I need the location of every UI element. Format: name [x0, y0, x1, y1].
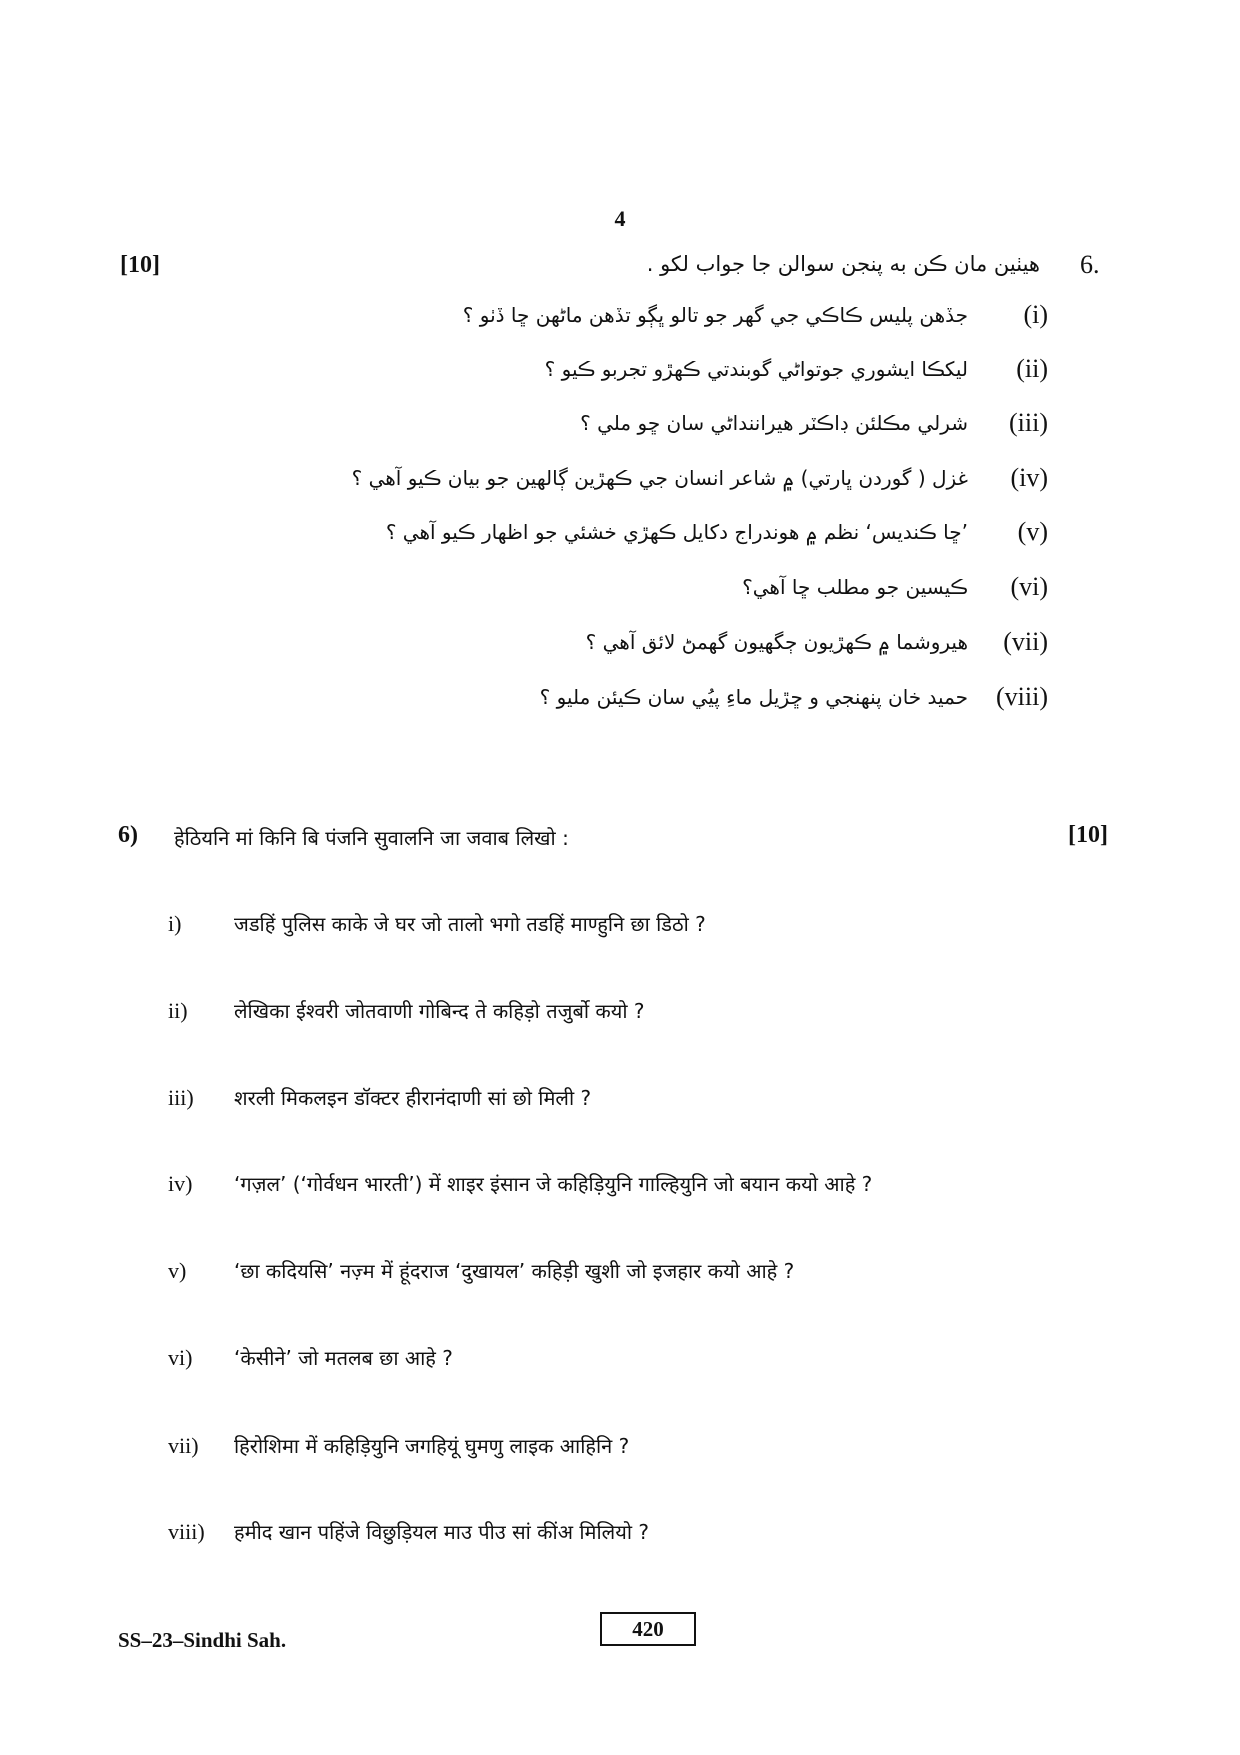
hindi-marks: [10]: [1068, 822, 1108, 848]
hindi-question: [168, 997, 645, 1024]
hindi-question-text: शरली मिकलइन डॉक्टर हीरानंदाणी सां छो मिली ?: [234, 1086, 592, 1110]
hindi-question-number: vi): [168, 1345, 193, 1370]
hindi-question-number: iv): [168, 1171, 193, 1196]
sindhi-question-text: شرلي مڪلئن ڊاڪٽر هيراننداڻي سان ڇو ملي ؟: [580, 411, 968, 435]
sindhi-question-number: (iii): [1009, 408, 1048, 437]
hindi-question-text: हमीद खान पहिंजे विछुड़ियल माउ पीउ सां कींअ मिलियो ?: [234, 1520, 649, 1544]
hindi-question-number: v): [168, 1258, 187, 1283]
hindi-question-number: ii): [168, 998, 188, 1023]
sindhi-question: [352, 456, 1048, 500]
sindhi-question: [586, 620, 1048, 664]
hindi-question-text: जडहिं पुलिस काके जे घर जो तालो भगो तडहिं माण्हुनि छा डिठो ?: [234, 912, 706, 936]
hindi-question-text: लेखिका ईश्वरी जोतवाणी गोबिन्द ते कहिड़ो तजुर्बो कयो ?: [234, 999, 645, 1023]
hindi-question: [168, 1344, 453, 1371]
page-code-box: 420: [600, 1612, 696, 1646]
hindi-question: [168, 1084, 591, 1111]
page-number: 4: [614, 206, 626, 231]
hindi-question-number: iii): [168, 1085, 194, 1110]
sindhi-question-number: (vii): [1003, 627, 1048, 656]
sindhi-question-number: 6.: [1080, 250, 1100, 279]
sindhi-question-number: (ii): [1016, 354, 1048, 383]
sindhi-marks: [10]: [120, 252, 160, 278]
sindhi-question-text: ليکڪا ايشوري جوتواڻي گوبندتي ڪهڙو تجربو ڪيو ؟: [544, 357, 968, 381]
sindhi-question-number: (viii): [996, 682, 1048, 711]
hindi-question-text: ‘छा कदियसि’ नज़्म में हूंदराज ‘दुखायल’ कहिड़ी खुशी जो इजहार कयो आहे ?: [234, 1259, 795, 1283]
hindi-instruction: हेठियनि मां किनि बि पंजनि सुवालनि जा जवाब लिखो :: [174, 826, 569, 850]
sindhi-question: [580, 401, 1048, 445]
sindhi-question-text: هيروشما ۾ ڪهڙيون ڄگهيون گهمڻ لائق آهي ؟: [585, 630, 968, 654]
hindi-question: [168, 910, 706, 937]
sindhi-question-text: حميد خان پنهنجي و ڇڙيل ماءِ پيُي سان ڪيئن مليو ؟: [539, 685, 968, 709]
sindhi-question-text: جڏهن پليس ڪاڪي جي گهر جو تالو ڀڳو تڏهن ماڻهن ڇا ڏٺو ؟: [462, 303, 968, 327]
hindi-question: [168, 1170, 872, 1197]
sindhi-question: [463, 293, 1048, 337]
hindi-question-number: i): [168, 911, 182, 936]
hindi-question-text: हिरोशिमा में कहिड़ियुनि जगहियूं घुमणु लाइक आहिनि ?: [234, 1434, 630, 1458]
hindi-question-text: ‘गज़ल’ (‘गोर्वधन भारती’) में शाइर इंसान जे कहिड़ियुनि गाल्हियुनि जो बयान कयो आहे ?: [234, 1172, 873, 1196]
sindhi-question-number: (v): [1017, 517, 1048, 546]
hindi-question-number: 6): [118, 822, 138, 848]
sindhi-question: [545, 347, 1048, 391]
hindi-question-text: ‘केसीने’ जो मतलब छा आहे ?: [234, 1346, 453, 1370]
sindhi-question-text: ’ڇا ڪنديس‘ نظم ۾ هوندراج دکايل ڪهڙي خشئي جو اظهار ڪيو آهي ؟: [385, 520, 968, 544]
sindhi-question-number: (i): [1023, 300, 1048, 329]
hindi-question: [168, 1518, 649, 1545]
sindhi-question-number: (vi): [1010, 572, 1048, 601]
hindi-question: [168, 1257, 794, 1284]
hindi-question-number: viii): [168, 1519, 205, 1544]
sindhi-question-text: ڪيسين جو مطلب ڇا آهي؟: [742, 575, 968, 599]
hindi-question: [168, 1432, 629, 1459]
sindhi-question: [540, 675, 1048, 719]
paper-code: SS–23–Sindhi Sah.: [118, 1628, 287, 1652]
sindhi-question-number: (iv): [1010, 463, 1048, 492]
hindi-question-number: vii): [168, 1433, 199, 1458]
sindhi-question-text: غزل ( گوردن ڀارتي) ۾ شاعر انسان جي ڪهڙين ڳالهين جو بيان ڪيو آهي ؟: [351, 466, 968, 490]
sindhi-question: [386, 510, 1048, 554]
sindhi-instruction: هيٺين مان ڪن به پنجن سوالن جا جواب لکو .: [646, 252, 1040, 276]
sindhi-question: [742, 565, 1048, 609]
